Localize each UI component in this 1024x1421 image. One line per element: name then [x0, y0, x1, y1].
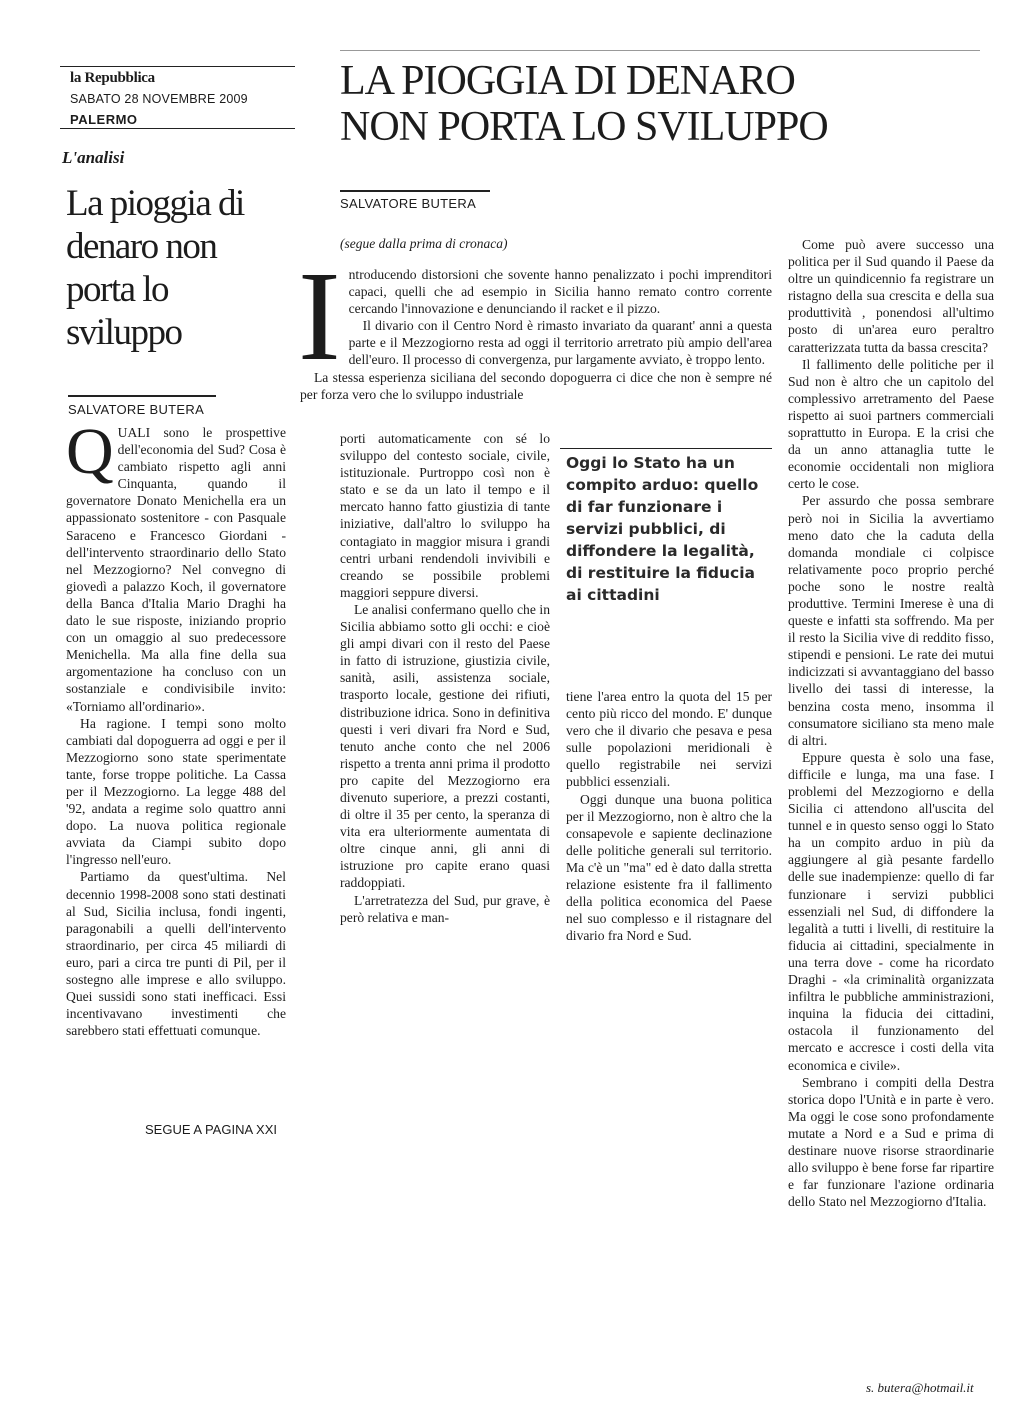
- main-paragraph: tiene l'area entro la quota del 15 per cento più ricco del mondo. E' dunque vero che il divario che pesava e pesa sulle popolazioni meridionali è quello registrabile nei servizi pubblici essenziali.: [566, 689, 772, 790]
- main-title-line-1: LA PIOGGIA DI DENARO: [340, 58, 795, 104]
- main-paragraph: La stessa esperienza siciliana del secondo dopoguerra ci dice che non è sempre né per forza vero che lo sviluppo industriale: [300, 369, 772, 402]
- main-paragraph: Le analisi confermano quello che in Sicilia abbiamo sotto gli occhi: e cioè gli ampi divari con il resto del Paese in fatto di istruzione, giustizia civile, sanità, asili, assistenza sociale, trasporto locale, gestione dei rifiuti, distribuzione idrica. Sono in definitiva questi i veri divari fra Nord e Sud, tenuto anche conto che nel 2006 rispetto a trenta anni prima il prodotto pro capite del Mezzogiorno era divenuto superiore, a prezzi costanti, di oltre il 35 per cento, la speranza di vita era ulteriormente aumentata di oltre cinque anni, gli anni di istruzione pro capite erano quasi raddoppiati.: [340, 601, 550, 891]
- pull-quote-rule: [560, 448, 772, 449]
- sidebar-body: [66, 415, 286, 1039]
- main-byline-rule: [340, 190, 490, 192]
- sidebar-paragraph: Partiamo da quest'ultima. Nel decennio 1998-2008 sono stati destinati al Sud, Sicilia inclusa, fondi ingenti, paragonabili a quelli dell'intervento straordinario, per circa 45 miliardi di euro, pari a circa tre punti di Pil, per il sostegno alle imprese e allo sviluppo. Quei sussidi sono stati inefficaci. Essi incentivavano investimenti che sarebbero stati effettuati comunque.: [66, 869, 286, 1039]
- main-paragraph: Sembrano i compiti della Destra storica dopo l'Unità e in parte è vero. Ma oggi le cose sono profondamente mutate a Nord e a Sud e prima di destinare nuove risorse straordinarie allo sviluppo è bene forse far ripartire e far funzionare l'azione ordinaria dello Stato nel Mezzogiorno d'Italia.: [788, 1074, 994, 1210]
- sidebar-dropcap: Q: [66, 415, 114, 488]
- main-column-2: [566, 688, 772, 944]
- main-paragraph: L'arretratezza del Sud, pur grave, è però relativa e man-: [340, 892, 550, 925]
- main-column-1-top: [298, 245, 772, 403]
- publication-date: SABATO 28 NOVEMBRE 2009: [70, 92, 248, 106]
- main-paragraph: Eppure questa è solo una fase, difficile e lunga, ma una fase. I problemi del Mezzogiorno e della Sicilia ci attendono all'uscita del tunnel e in questo senso oggi lo Stato ha un compito arduo in più da aggiungere al già pesante fardello delle sue inadempienze: quello di far funzionare i servizi pubblici essenziali nel Sud, di diffondere la legalità a tutti i livelli, di restituire la fiducia ai cittadini, specialmente in una terra dove - come ha ricordato Draghi - «la criminalità organizzata infiltra le pubbliche amministrazioni, inquina la fiducia dei cittadini, ostacola il funzionamento del mercato e accresce i costi della vita economica e civile».: [788, 749, 994, 1073]
- sidebar-byline: SALVATORE BUTERA: [68, 402, 205, 417]
- sidebar-paragraph: Ha ragione. I tempi sono molto cambiati dal dopoguerra ad oggi e per il Mezzogiorno sono state sperimentate tante, forse troppe politiche. La Cassa per il Mezzogiorno. La legge 488 del '92, andata a regime solo quattro anni dopo. La nuova politica regionale avviata da Ciampi subito dopo l'ingresso nell'euro.: [66, 715, 286, 868]
- edition-city: PALERMO: [70, 112, 138, 127]
- main-title: [340, 58, 980, 150]
- main-paragraph: Per assurdo che possa sembrare però noi in Sicilia la avvertiamo meno dato che la caduta della domanda mondiale ci colpisce relativamente poco proprio perché poche sono le nostre realtà produttive. Termini Imerese è una di queste e infatti sta soffrendo. Ma per il resto la Sicilia vive di reddito fisso, stipendi e pensioni. Le rate dei mutui indicizzati si avvantaggiano del basso livello dei tassi di interesse, la benzina costa meno, insomma il consumatore siciliano sta meno male di altri.: [788, 493, 994, 748]
- sidebar-title: La pioggia di denaro non porta lo sviluppo: [66, 183, 244, 353]
- author-email: s. butera@hotmail.it: [866, 1380, 974, 1395]
- pull-quote: Oggi lo Stato ha un compito arduo: quello di far funzionare i servizi pubblici, di diffondere la legalità, di restituire la fiducia ai cittadini: [566, 454, 759, 604]
- subhead: (segue dalla prima di cronaca): [340, 236, 508, 251]
- main-title-line-2: NON PORTA LO SVILUPPO: [340, 104, 828, 150]
- main-paragraph: ntroducendo distorsioni che sovente hanno penalizzato i pochi imprenditori capaci, quelli che ad esempio in Sicilia hanno remato contro corrente cercando l'innovazione e denunciando il racket e il pizzo.: [348, 267, 772, 317]
- main-paragraph: Come può avere successo una politica per il Sud quando il Paese da oltre un quindicennio fa registrare un ristagno della sua crescita e della sua produttività , ponendosi all'ultimo posto di un'area euro peraltro caratterizzata tutta da bassa crescita?: [788, 237, 994, 355]
- sidebar-paragraph: UALI sono le prospettive dell'economia del Sud? Cosa è cambiato rispetto agli anni Cinquanta, quando il governatore Donato Menichella era un appassionato sostenitore - con Pasquale Saraceno e Francesco Giordani - dell'intervento straordinario dello Stato nel Mezzogiorno? Nel convegno di giovedì a palazzo Koch, il governatore della Banca d'Italia Mario Draghi ha dato le sue risposte, iniziando proprio con un omaggio al suo predecessore Menichella. Ma alla fine della sua argomentazione ha concluso con un sostanziale e condivisibile invito: «Torniamo all'ordinario».: [66, 425, 286, 714]
- section-label: L'analisi: [62, 148, 125, 167]
- masthead-top-rule: [60, 66, 295, 67]
- segue-label: SEGUE A PAGINA XXI: [145, 1122, 277, 1137]
- title-top-rule: [340, 50, 980, 51]
- masthead: la Repubblica: [70, 70, 155, 86]
- main-paragraph: Oggi dunque una buona politica per il Mezzogiorno, non è altro che la consapevole e sapiente declinazione delle politiche generali sul territorio. Ma c'è un "ma" ed è dato dalla stretta relazione esistente fra il fallimento della politica economica del Paese nel suo complesso e il ristagnare del divario fra Nord e Sud.: [566, 791, 772, 944]
- main-paragraph: porti automaticamente con sé lo sviluppo del contesto sociale, civile, istituzionale. Purtroppo così non è stato e se da un lato il tempo e il mercato hanno fatto giustizia di tante iniziative, dall'altro lo sviluppo ha contagiato in maggior misura i grandi centri urbani rendendoli invivibili e creando se possibile problemi maggiori seppure diversi.: [340, 431, 550, 600]
- main-column-3: [788, 236, 994, 1210]
- main-column-1-narrow: [340, 430, 550, 926]
- main-dropcap: I: [298, 245, 341, 387]
- main-paragraph: Il fallimento delle politiche per il Sud non è altro che un capitolo del complessivo arretramento del Paese rispetto ai suoi partners commerciali soprattutto in Europa. E la crisi che da un anno attanaglia tutte le economie occidentali non migliora certo le cose.: [788, 356, 994, 492]
- sidebar-byline-rule: [68, 395, 216, 397]
- main-paragraph: Il divario con il Centro Nord è rimasto invariato da quarant' anni a questa parte e il Mezzogiorno resta ad oggi il territorio arretrato più ampio dell'area dell'euro. Il processo di convergenza, pur largamente avviato, è troppo lento.: [348, 318, 772, 368]
- masthead-bottom-rule: [60, 128, 295, 129]
- main-byline: SALVATORE BUTERA: [340, 196, 477, 211]
